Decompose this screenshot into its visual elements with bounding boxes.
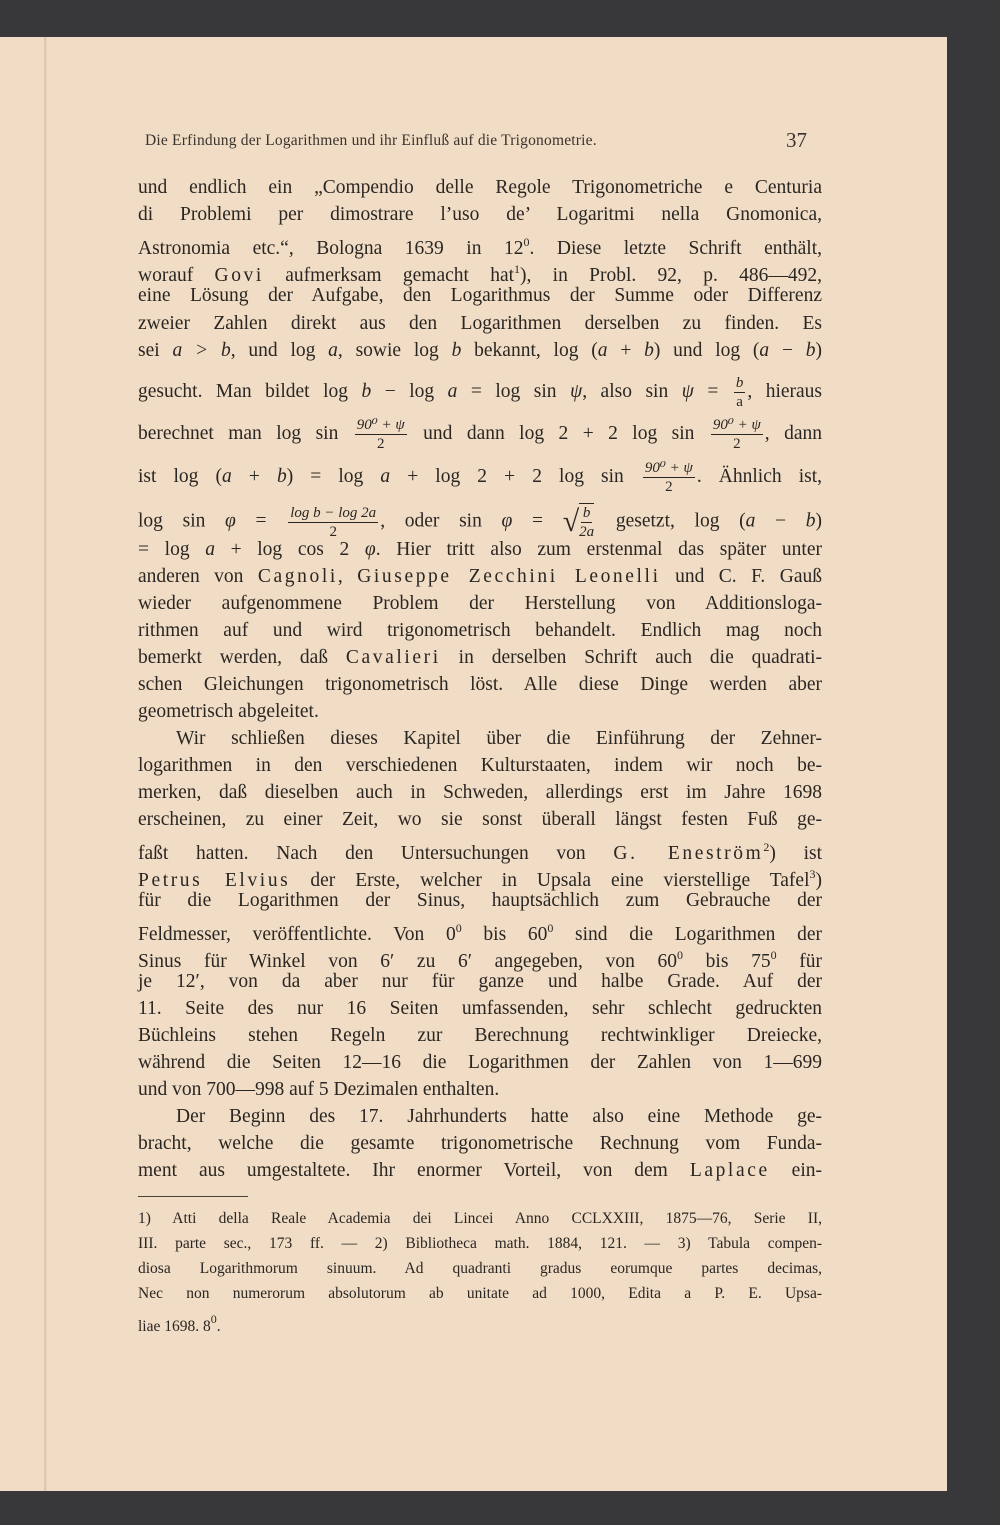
running-title: Die Erfindung der Logarithmen und ihr Einfluß auf die Trigonometrie.	[145, 132, 597, 149]
math-variable: a	[447, 380, 458, 402]
text-run: . Diese letzte Schrift enthält,	[529, 238, 823, 259]
text-run: eine Lösung der Aufgabe, den Logarithmus der Summe oder Differenz	[138, 285, 822, 306]
text-line	[138, 1105, 822, 1129]
text-line	[138, 1051, 822, 1075]
superscript: 1	[514, 262, 521, 276]
math-variable: ψ	[681, 380, 694, 402]
text-run: , also sin	[582, 380, 682, 402]
text-run: . Hier tritt also zum erstenmal das später unter	[375, 539, 822, 560]
text-run: bis 60	[461, 924, 548, 945]
text-run: aufmerksam gemacht hat	[263, 265, 515, 286]
text-line	[138, 781, 822, 805]
numerator: 90⁰ + ψ	[356, 417, 405, 433]
text-run: Wir schließen dieses Kapitel über die Einführung der Zehner-	[176, 728, 822, 749]
text-line	[138, 284, 822, 308]
text-run: rithmen auf und wird trigonometrisch behandelt. Endlich mag noch	[138, 620, 822, 641]
text-run: faßt hatten. Nach den Untersuchungen von	[138, 843, 614, 864]
square-root	[563, 503, 596, 541]
text-line	[138, 592, 822, 616]
text-run: diosa Logarithmorum sinuum. Ad quadranti gradus eorumque partes decimas,	[138, 1260, 822, 1277]
text-run: . Ähnlich ist,	[696, 465, 822, 487]
text-line	[138, 565, 822, 589]
text-run: in derselben Schrift auch die quadrati-	[440, 647, 822, 668]
text-run: erscheinen, zu einer Zeit, wo sie sonst überall längst festen Fuß ge-	[138, 809, 822, 830]
text-run: anderen von	[138, 566, 258, 587]
math-variable: φ	[225, 510, 236, 532]
superscript: 0	[210, 1312, 217, 1326]
text-line	[138, 1209, 822, 1229]
text-line	[138, 459, 822, 496]
text-line	[138, 538, 822, 562]
text-line	[138, 503, 822, 541]
math-variable: a	[745, 510, 756, 532]
text-run: )	[815, 510, 823, 532]
fraction	[711, 416, 763, 453]
superscript: 2	[763, 840, 770, 854]
text-run: schen Gleichungen trigonometrisch löst. Alle diese Dinge werden aber	[138, 674, 822, 695]
numerator: 90⁰ + ψ	[712, 417, 761, 433]
text-run: liae 1698. 8	[138, 1318, 211, 1335]
fraction	[643, 459, 695, 496]
text-line	[138, 808, 822, 832]
page-number: 37	[786, 128, 807, 152]
math-variable: b	[361, 380, 372, 402]
text-run: − log	[371, 380, 448, 402]
text-line	[138, 374, 822, 411]
math-variable: a	[205, 539, 215, 560]
page-fold	[44, 37, 47, 1491]
math-variable: a	[328, 340, 338, 361]
text-run: und endlich ein „Compendio delle Regole Trigonometriche e Centuria	[138, 177, 822, 198]
text-run: = log sin	[457, 380, 571, 402]
text-line	[138, 203, 822, 227]
text-line	[138, 339, 822, 363]
text-run: ) = log	[286, 465, 381, 487]
text-run: ,	[337, 566, 358, 587]
spaced-name: Giuseppe Zecchini Leonelli	[357, 566, 661, 587]
math-variable: b	[805, 340, 816, 361]
text-line	[138, 1234, 822, 1254]
text-run: −	[755, 510, 806, 532]
text-run: sei	[138, 340, 173, 361]
text-line	[138, 176, 822, 200]
text-line	[138, 727, 822, 751]
text-line	[138, 1132, 822, 1156]
fraction	[579, 503, 594, 541]
fraction	[288, 504, 378, 541]
text-run: merken, daß dieselben auch in Schweden, allerdings erst im Jahre 1698	[138, 782, 822, 803]
text-run: zweier Zahlen direkt aus den Logarithmen derselben zu finden. Es	[138, 313, 822, 334]
text-run: Büchleins stehen Regeln zur Berechnung rechtwinkliger Dreiecke,	[138, 1025, 822, 1046]
text-run: Der Beginn des 17. Jahrhunderts hatte also eine Methode ge-	[176, 1106, 822, 1127]
text-line	[138, 1159, 822, 1183]
spaced-name: Cavalieri	[345, 647, 441, 668]
math-variable: b	[644, 340, 654, 361]
text-run: ), in Probl. 92, p. 486—492,	[520, 265, 822, 286]
text-run: .	[216, 1318, 221, 1335]
text-run: und dann log 2 + 2 log sin	[408, 422, 709, 444]
text-run: −	[769, 340, 806, 361]
text-run: ein-	[769, 1160, 822, 1181]
text-run: Feldmesser, veröffentlichte. Von 0	[138, 924, 456, 945]
text-line	[138, 700, 822, 724]
superscript: 0	[677, 948, 683, 962]
text-line	[138, 997, 822, 1021]
text-line	[138, 416, 822, 453]
text-run: und C. F. Gauß	[660, 566, 823, 587]
text-run: ment aus umgestaltete. Ihr enormer Vorteil, von dem	[138, 1160, 690, 1181]
math-variable: φ	[364, 539, 376, 560]
text-run: ist log (	[138, 465, 223, 487]
text-run: 1) Atti della Reale Academia dei Lincei Anno CCLXXIII, 1875—76, Serie II,	[138, 1210, 822, 1227]
text-run: )	[815, 340, 822, 361]
fraction	[355, 416, 407, 453]
text-run: 11. Seite des nur 16 Seiten umfassenden, sehr schlecht gedruckten	[138, 998, 822, 1019]
spaced-name: Cagnoli	[257, 566, 338, 587]
text-run: und von 700—998 auf 5 Dezimalen enthalten.	[138, 1079, 500, 1100]
text-line	[138, 889, 822, 913]
text-run: , hieraus	[747, 380, 823, 402]
spaced-name: G. Eneström	[613, 843, 764, 864]
superscript: 0	[547, 921, 554, 935]
text-run: Astronomia etc.“, Bologna 1639 in 12	[138, 238, 524, 259]
text-run: gesucht. Man bildet log	[138, 380, 362, 402]
superscript: 0	[770, 948, 777, 962]
text-run: ) ist	[769, 843, 823, 864]
denominator: a	[736, 394, 743, 410]
text-run: , sowie log	[337, 340, 452, 361]
text-run: Sinus für Winkel von 6′ zu 6′ angegeben, von 60	[138, 951, 677, 972]
math-variable: a	[759, 340, 770, 361]
text-run: , oder sin	[380, 510, 502, 532]
text-line	[138, 1078, 822, 1102]
math-variable: b	[451, 340, 462, 361]
text-run: der Erste, welcher in Upsala eine vierstellige Tafel	[290, 870, 810, 891]
footnote-rule	[138, 1196, 248, 1197]
text-run: während die Seiten 12—16 die Logarithmen der Zahlen von 1—699	[138, 1052, 822, 1073]
denominator: 2	[329, 523, 337, 540]
numerator: b	[735, 375, 744, 391]
superscript: 0	[523, 235, 530, 249]
text-run: , dann	[764, 422, 823, 444]
text-run: , und log	[230, 340, 329, 361]
text-run: für	[776, 951, 822, 972]
text-line	[138, 1024, 822, 1048]
math-variable: a	[380, 465, 391, 487]
text-run: = log	[138, 539, 206, 560]
numerator: 90⁰ + ψ	[644, 460, 693, 476]
text-run: worauf	[138, 265, 215, 286]
math-variable: b	[805, 510, 816, 532]
text-run: je 12′, von da aber nur für ganze und halbe Grade. Auf der	[138, 971, 822, 992]
text-run: Nec non numerorum absolutorum ab unitate ad 1000, Edita a P. E. Upsa-	[138, 1285, 822, 1302]
text-line	[138, 1259, 822, 1279]
text-line	[138, 970, 822, 994]
math-variable: ψ	[570, 380, 583, 402]
text-run: gesetzt, log (	[596, 510, 746, 532]
denominator: 2	[376, 436, 385, 452]
text-run: =	[235, 510, 287, 532]
text-line	[138, 1284, 822, 1304]
math-variable: a	[597, 340, 608, 361]
text-run: geometrisch abgeleitet.	[138, 701, 319, 722]
text-line	[138, 646, 822, 670]
text-run: wieder aufgenommene Problem der Herstellung von Additionsloga-	[138, 593, 822, 614]
text-line	[138, 619, 822, 643]
text-run: berechnet man log sin	[138, 422, 353, 444]
fraction	[734, 374, 746, 411]
text-run: bis 75	[683, 951, 771, 972]
text-run: bemerkt werden, daß	[138, 647, 346, 668]
denominator: 2	[665, 479, 673, 495]
superscript: 3	[809, 867, 816, 881]
text-run: + log 2 + 2 log sin	[390, 465, 641, 487]
spaced-name: Laplace	[689, 1160, 770, 1181]
text-run: logarithmen in den verschiedenen Kulturstaaten, indem wir noch be-	[138, 755, 822, 776]
text-run: III. parte sec., 173 ff. — 2) Bibliotheca math. 1884, 121. — 3) Tabula compen-	[138, 1235, 822, 1252]
text-run: für die Logarithmen der Sinus, hauptsächlich zum Gebrauche der	[138, 890, 822, 911]
text-run: =	[693, 380, 732, 402]
spaced-name: Govi	[214, 265, 264, 286]
math-variable: φ	[501, 510, 513, 532]
text-line	[138, 673, 822, 697]
text-run: ) und log (	[653, 340, 760, 361]
text-line	[138, 1309, 822, 1337]
text-run: + log cos 2	[214, 539, 365, 560]
numerator: b	[582, 505, 591, 521]
superscript: 0	[455, 921, 462, 935]
text-run: log sin	[138, 510, 226, 532]
math-variable: a	[222, 465, 232, 487]
math-variable: a > b	[172, 340, 231, 361]
text-line	[138, 754, 822, 778]
spaced-name: Petrus Elvius	[138, 870, 291, 891]
text-run: =	[512, 510, 563, 532]
text-run: bekannt, log (	[461, 340, 598, 361]
denominator: 2	[733, 436, 741, 452]
text-run: sind die Logarithmen der	[553, 924, 823, 945]
text-run: bracht, welche die gesamte trigonometrische Rechnung vom Funda-	[138, 1133, 822, 1154]
text-line	[138, 312, 822, 336]
numerator: log b − log 2a	[290, 504, 377, 521]
math-variable: b	[276, 465, 287, 487]
text-run: di Problemi per dimostrare l’uso de’ Logaritmi nella Gnomonica,	[138, 204, 822, 225]
denominator: 2a	[579, 524, 595, 540]
text-run: +	[231, 465, 277, 487]
text-run: )	[815, 870, 822, 891]
text-run: +	[607, 340, 645, 361]
radical-sign-icon: √	[562, 505, 580, 538]
